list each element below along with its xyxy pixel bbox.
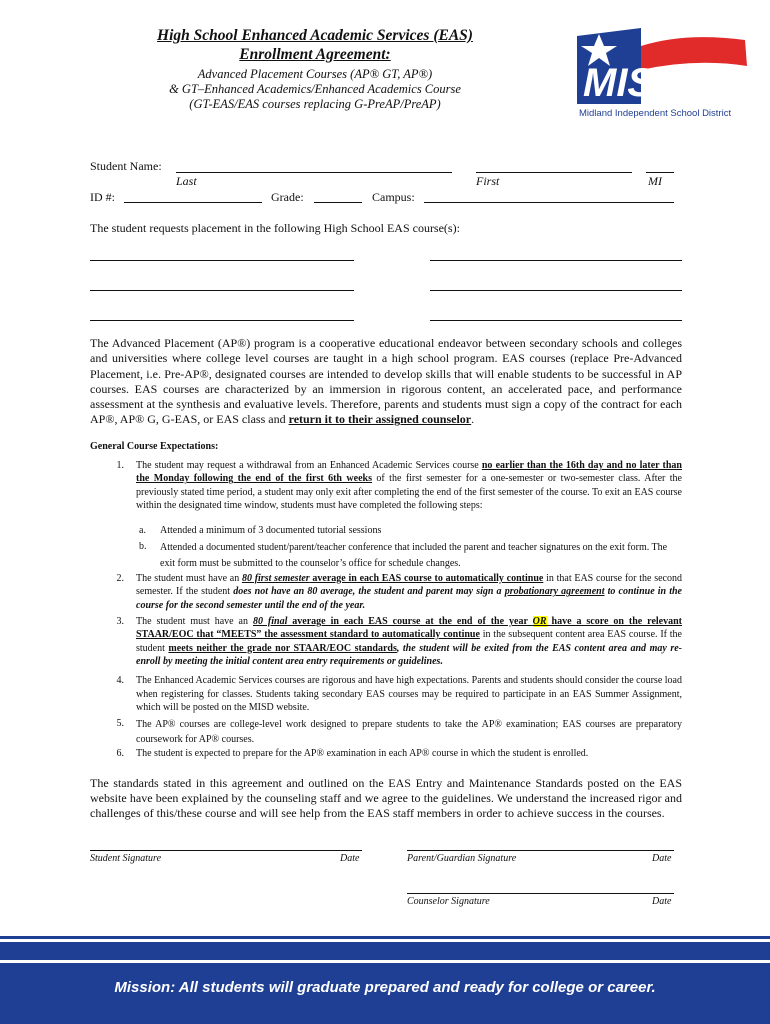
item-3-final: 80 final: [252, 616, 288, 627]
doc-subtitle-1: Advanced Placement Courses (AP® GT, AP®): [197, 67, 433, 81]
step-b-text: Attended a documented student/parent/teacher conference that included the parent and teacher signatures on the exit form. The exit form must be submitted to the counselor’s office for schedule changes.: [160, 542, 668, 569]
last-caption: Last: [176, 174, 197, 188]
item-1: [136, 459, 682, 512]
student-date-label: Date: [340, 853, 360, 864]
mission-statement: Mission: All students will graduate prepared and ready for college or career.: [114, 979, 656, 996]
step-b-letter: b.: [139, 541, 147, 552]
item-6: The student is expected to prepare for the AP® examination in each AP® course in which the student is enrolled.: [136, 748, 589, 759]
item-2-text-g: to continue in the course for the second semester until the end of the year.: [136, 586, 682, 611]
item-3-end-of-year: average in each EAS course at the end of the year: [287, 616, 533, 627]
item-3-number: 3.: [116, 616, 124, 627]
student-name-label: Student Name:: [90, 159, 162, 173]
footer-band: [0, 963, 770, 1024]
student-signature-label: Student Signature: [90, 853, 162, 864]
misd-logo-letters: MISD: [583, 61, 683, 105]
counselor-signature-label: Counselor Signature: [407, 896, 490, 907]
parent-signature-label: Parent/Guardian Signature: [407, 853, 517, 864]
program-text: The Advanced Placement (AP®) program is a cooperative educational endeavor between secondary schools and colleges and universities where college level courses are taught in a high school program. EAS courses (replace Pre-Advanced Placement, i.e. Pre-AP®, designated courses are intended to develop skills that will enable students to be successful in AP courses. EAS courses are characterized by an immersion in rigorous content, an accelerated pace, and performance assessment at the synthesis and evaluative levels. Therefore, parents and students must sign a copy of the contract for each AP®, AP® G, G-EAS, or EAS class and: [90, 336, 682, 427]
item-1-deadline: no earlier than the 16th day and no later than the Monday following the end of the first 6th weeks: [136, 460, 682, 485]
grade-label: Grade:: [271, 190, 304, 204]
item-6-number: 6.: [116, 748, 124, 759]
counselor-date-label: Date: [652, 896, 672, 907]
parent-date-label: Date: [652, 853, 672, 864]
doc-subtitle-2: & GT–Enhanced Academics/Enhanced Academics Course: [169, 82, 461, 96]
item-1-text-c: of the first semester for a one-semester or two-semester class. After the previously stated time period, a student may only exit after completing the end of the first semester of the course. To exit an EAS course within the designated time window, students must have completed the following steps:: [136, 473, 682, 511]
program-period: .: [471, 412, 475, 427]
item-2-first-semester: 80 first semester: [241, 573, 310, 584]
item-3-or-highlight: OR: [532, 616, 547, 627]
campus-label: Campus:: [372, 190, 415, 204]
footer-rule-top: [0, 936, 770, 939]
item-3-staar: have a score on the relevant STAAR/EOC that “MEETS” the assessment standard to automatically continue: [136, 616, 682, 641]
doc-subtitle-3: (GT-EAS/EAS courses replacing G-PreAP/PreAP): [189, 97, 441, 111]
expectations-heading: General Course Expectations:: [90, 441, 219, 452]
student-signature-line[interactable]: [90, 850, 362, 851]
item-5-number: 5.: [116, 718, 124, 729]
item-2-text-a: The student must have an: [136, 573, 242, 584]
mi-caption: MI: [648, 174, 662, 188]
item-2: [136, 572, 682, 612]
item-3-text-e: in the subsequent content area EAS course. If the student: [136, 629, 682, 654]
id-label: ID #:: [90, 190, 115, 204]
item-1-number: 1.: [116, 460, 124, 471]
item-2-number: 2.: [116, 573, 124, 584]
doc-title-line2: Enrollment Agreement:: [239, 46, 391, 63]
item-1-text-a: The student may request a withdrawal from an Enhanced Academic Services course: [136, 460, 482, 471]
footer-band-thin: [0, 942, 770, 960]
item-5: The AP® courses are college-level work designed to prepare students to take the AP® examination; EAS courses are preparatory coursework for AP® courses.: [136, 719, 682, 745]
item-4: The Enhanced Academic Services courses are rigorous and have high expectations. Parents and students should consider the course load when registering for classes. Students taking secondary EAS courses may be required to participate in an EAS Summer Assignment, which will be posted on the MISD website.: [136, 675, 682, 714]
item-2-text-e: does not have an 80 average, the student and parent may sign a: [233, 586, 505, 598]
item-4-number: 4.: [116, 675, 124, 686]
logo-caption: Midland Independent School District: [579, 108, 732, 119]
step-a-letter: a.: [139, 525, 146, 536]
courses-intro: The student requests placement in the following High School EAS course(s):: [90, 221, 460, 235]
closing-paragraph: The standards stated in this agreement and outlined on the EAS Entry and Maintenance Standards posted on the EAS website have been explained by the counseling staff and we agree to the guidelines. We understand the increased rigor and challenges of this/these course and will see help from the EAS staff members in order to achieve success in the courses.: [90, 776, 682, 820]
parent-signature-line[interactable]: [407, 850, 674, 851]
step-a-text: Attended a minimum of 3 documented tutorial sessions: [160, 525, 382, 536]
item-2-text-d: in that EAS course for the second semester. If the student: [136, 573, 682, 598]
first-caption: First: [476, 174, 500, 188]
counselor-signature-line[interactable]: [407, 893, 674, 894]
return-instruction: return it to their assigned counselor: [288, 412, 472, 427]
item-3-exit-note: , the student will be exited from the EAS content area and may re-enroll by meeting the initial content area entry requirements or guidelines.: [136, 642, 682, 667]
item-3: [136, 615, 682, 668]
doc-title: High School Enhanced Academic Services (EAS): [157, 27, 473, 44]
item-3-text-a: The student must have an: [136, 616, 253, 627]
item-3-neither: meets neither the grade nor STAAR/EOC standards: [168, 642, 397, 654]
item-2-continue: average in each EAS course to automatically continue: [309, 573, 544, 584]
item-2-probationary: probationary agreement: [504, 586, 605, 598]
